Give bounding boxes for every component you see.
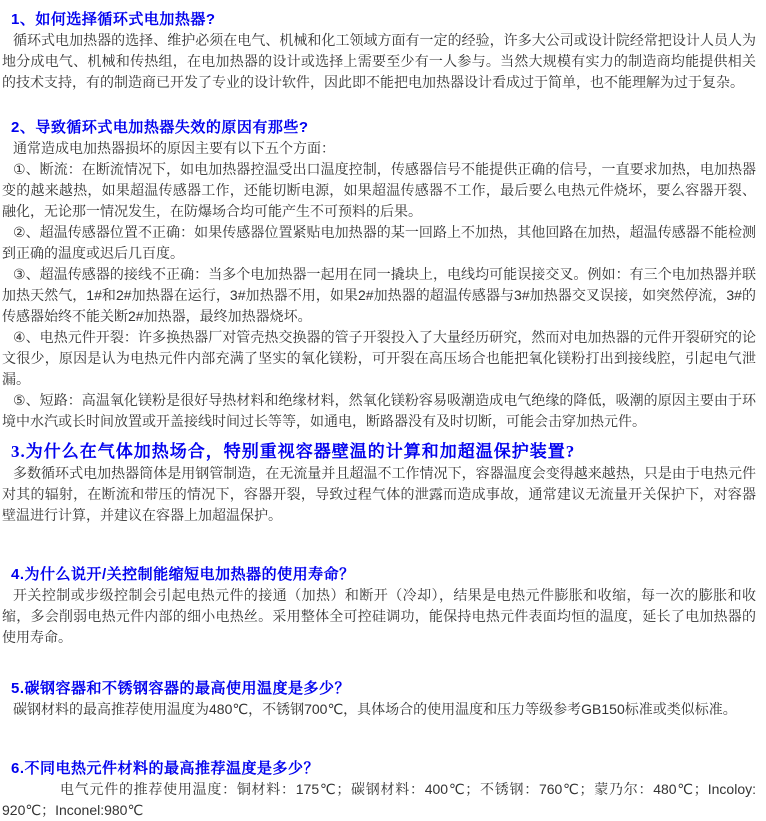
question-5-answer-paragraph: 碳钢材料的最高推荐使用温度为480℃，不锈钢700℃，具体场合的使用温度和压力等级参考GB150标准或类似标准。 xyxy=(13,701,737,717)
question-2-intro-paragraph: 通常造成电加热器损坏的原因主要有以下五个方面： xyxy=(13,140,335,156)
faq-section-5 xyxy=(2,678,756,720)
question-2-cause-1-paragraph: ①、断流：在断流情况下，如电加热器控温受出口温度控制，传感器信号不能提供正确的信号，一直要求加热，电加热器变的越来越热，如果超温传感器工作，还能切断电源，如果超温传感器不工作，最后要么电热元件烧坏，要么容器开裂、融化，无论那一情况发生，在防爆场合均可能产生不可预料的后果。 xyxy=(2,161,756,219)
question-2-heading: 2、导致循环式电加热器失效的原因有那些? xyxy=(11,119,309,136)
question-2-cause-3-paragraph: ③、超温传感器的接线不正确：当多个电加热器一起用在同一撬块上，电线均可能误接交叉。例如：有三个电加热器并联加热天然气，1#和2#加热器在运行，3#加热器不用，如果2#加热器的超温传感器与3#加热器交叉误接，如突然停流，3#的传感器始终不能关断2#加热器，最终加热器烧坏。 xyxy=(2,266,756,324)
faq-section-2 xyxy=(2,117,756,432)
question-6-answer-paragraph: 电气元件的推荐使用温度：铜材料：175℃；碳钢材料：400℃；不锈钢：760℃；蒙乃尔：480℃；Incoloy: 920℃；Inconel:980℃ xyxy=(2,781,756,818)
question-1-heading: 1、如何选择循环式电加热器? xyxy=(11,11,216,28)
question-2-cause-4-paragraph: ④、电热元件开裂：许多换热器厂对管壳热交换器的管子开裂投入了大量经历研究，然而对电加热器的元件开裂研究的论文很少，原因是认为电热元件内部充满了坚实的氧化镁粉，可开裂在高压场合也能把氧化镁粉打出到接线腔，引起电气泄漏。 xyxy=(2,329,756,387)
question-2-cause-5-paragraph: ⑤、短路：高温氧化镁粉是很好导热材料和绝缘材料，然氧化镁粉容易吸潮造成电气绝缘的降低，吸潮的原因主要由于环境中水汽或长时间放置或开盖接线时间过长等等，如通电，断路器没有及时切断，可能会击穿加热元件。 xyxy=(2,392,756,429)
question-6-heading: 6.不同电热元件材料的最高推荐温度是多少？ xyxy=(11,760,320,777)
question-4-answer-paragraph: 开关控制或步级控制会引起电热元件的接通（加热）和断开（冷却），结果是电热元件膨胀和收缩，每一次的膨胀和收缩，多会削弱电热元件内部的细小电热丝。采用整体全可控硅调功，能保持电热元件表面均恒的温度，延长了电加热器的使用寿命。 xyxy=(2,587,756,645)
faq-section-6 xyxy=(2,758,756,821)
faq-section-4 xyxy=(2,564,756,648)
question-4-heading: 4.为什么说开/关控制能缩短电加热器的使用寿命？ xyxy=(11,566,355,583)
question-2-cause-2-paragraph: ②、超温传感器位置不正确：如果传感器位置紧贴电加热器的某一回路上不加热，其他回路在加热，超温传感器不能检测到正确的温度或迟后几百度。 xyxy=(2,224,756,261)
question-1-answer-paragraph: 循环式电加热器的选择、维护必须在电气、机械和化工领域方面有一定的经验，许多大公司或设计院经常把设计人员人为地分成电气、机械和传热组，在电加热器的设计或选择上需要至少有一人参与。当然大规模有实力的制造商均能提供相关的技术支持，有的制造商已开发了专业的设计软件，因此即不能把电加热器设计看成过于简单，也不能理解为过于复杂。 xyxy=(2,32,756,90)
faq-section-3 xyxy=(2,441,756,526)
faq-section-1 xyxy=(2,9,756,93)
question-3-heading: 3.为什么在气体加热场合，特别重视容器壁温的计算和加超温保护装置? xyxy=(11,442,576,461)
question-5-heading: 5.碳钢容器和不锈钢容器的最高使用温度是多少？ xyxy=(11,680,351,697)
question-3-answer-paragraph: 多数循环式电加热器筒体是用钢管制造，在无流量并且超温不工作情况下，容器温度会变得越来越热，只是由于电热元件对其的辐射，在断流和带压的情况下，容器开裂，导致过程气体的泄露而造成事故，通常建议无流量开关保护下，对容器壁温进行计算，并建议在容器上加超温保护。 xyxy=(2,465,756,523)
